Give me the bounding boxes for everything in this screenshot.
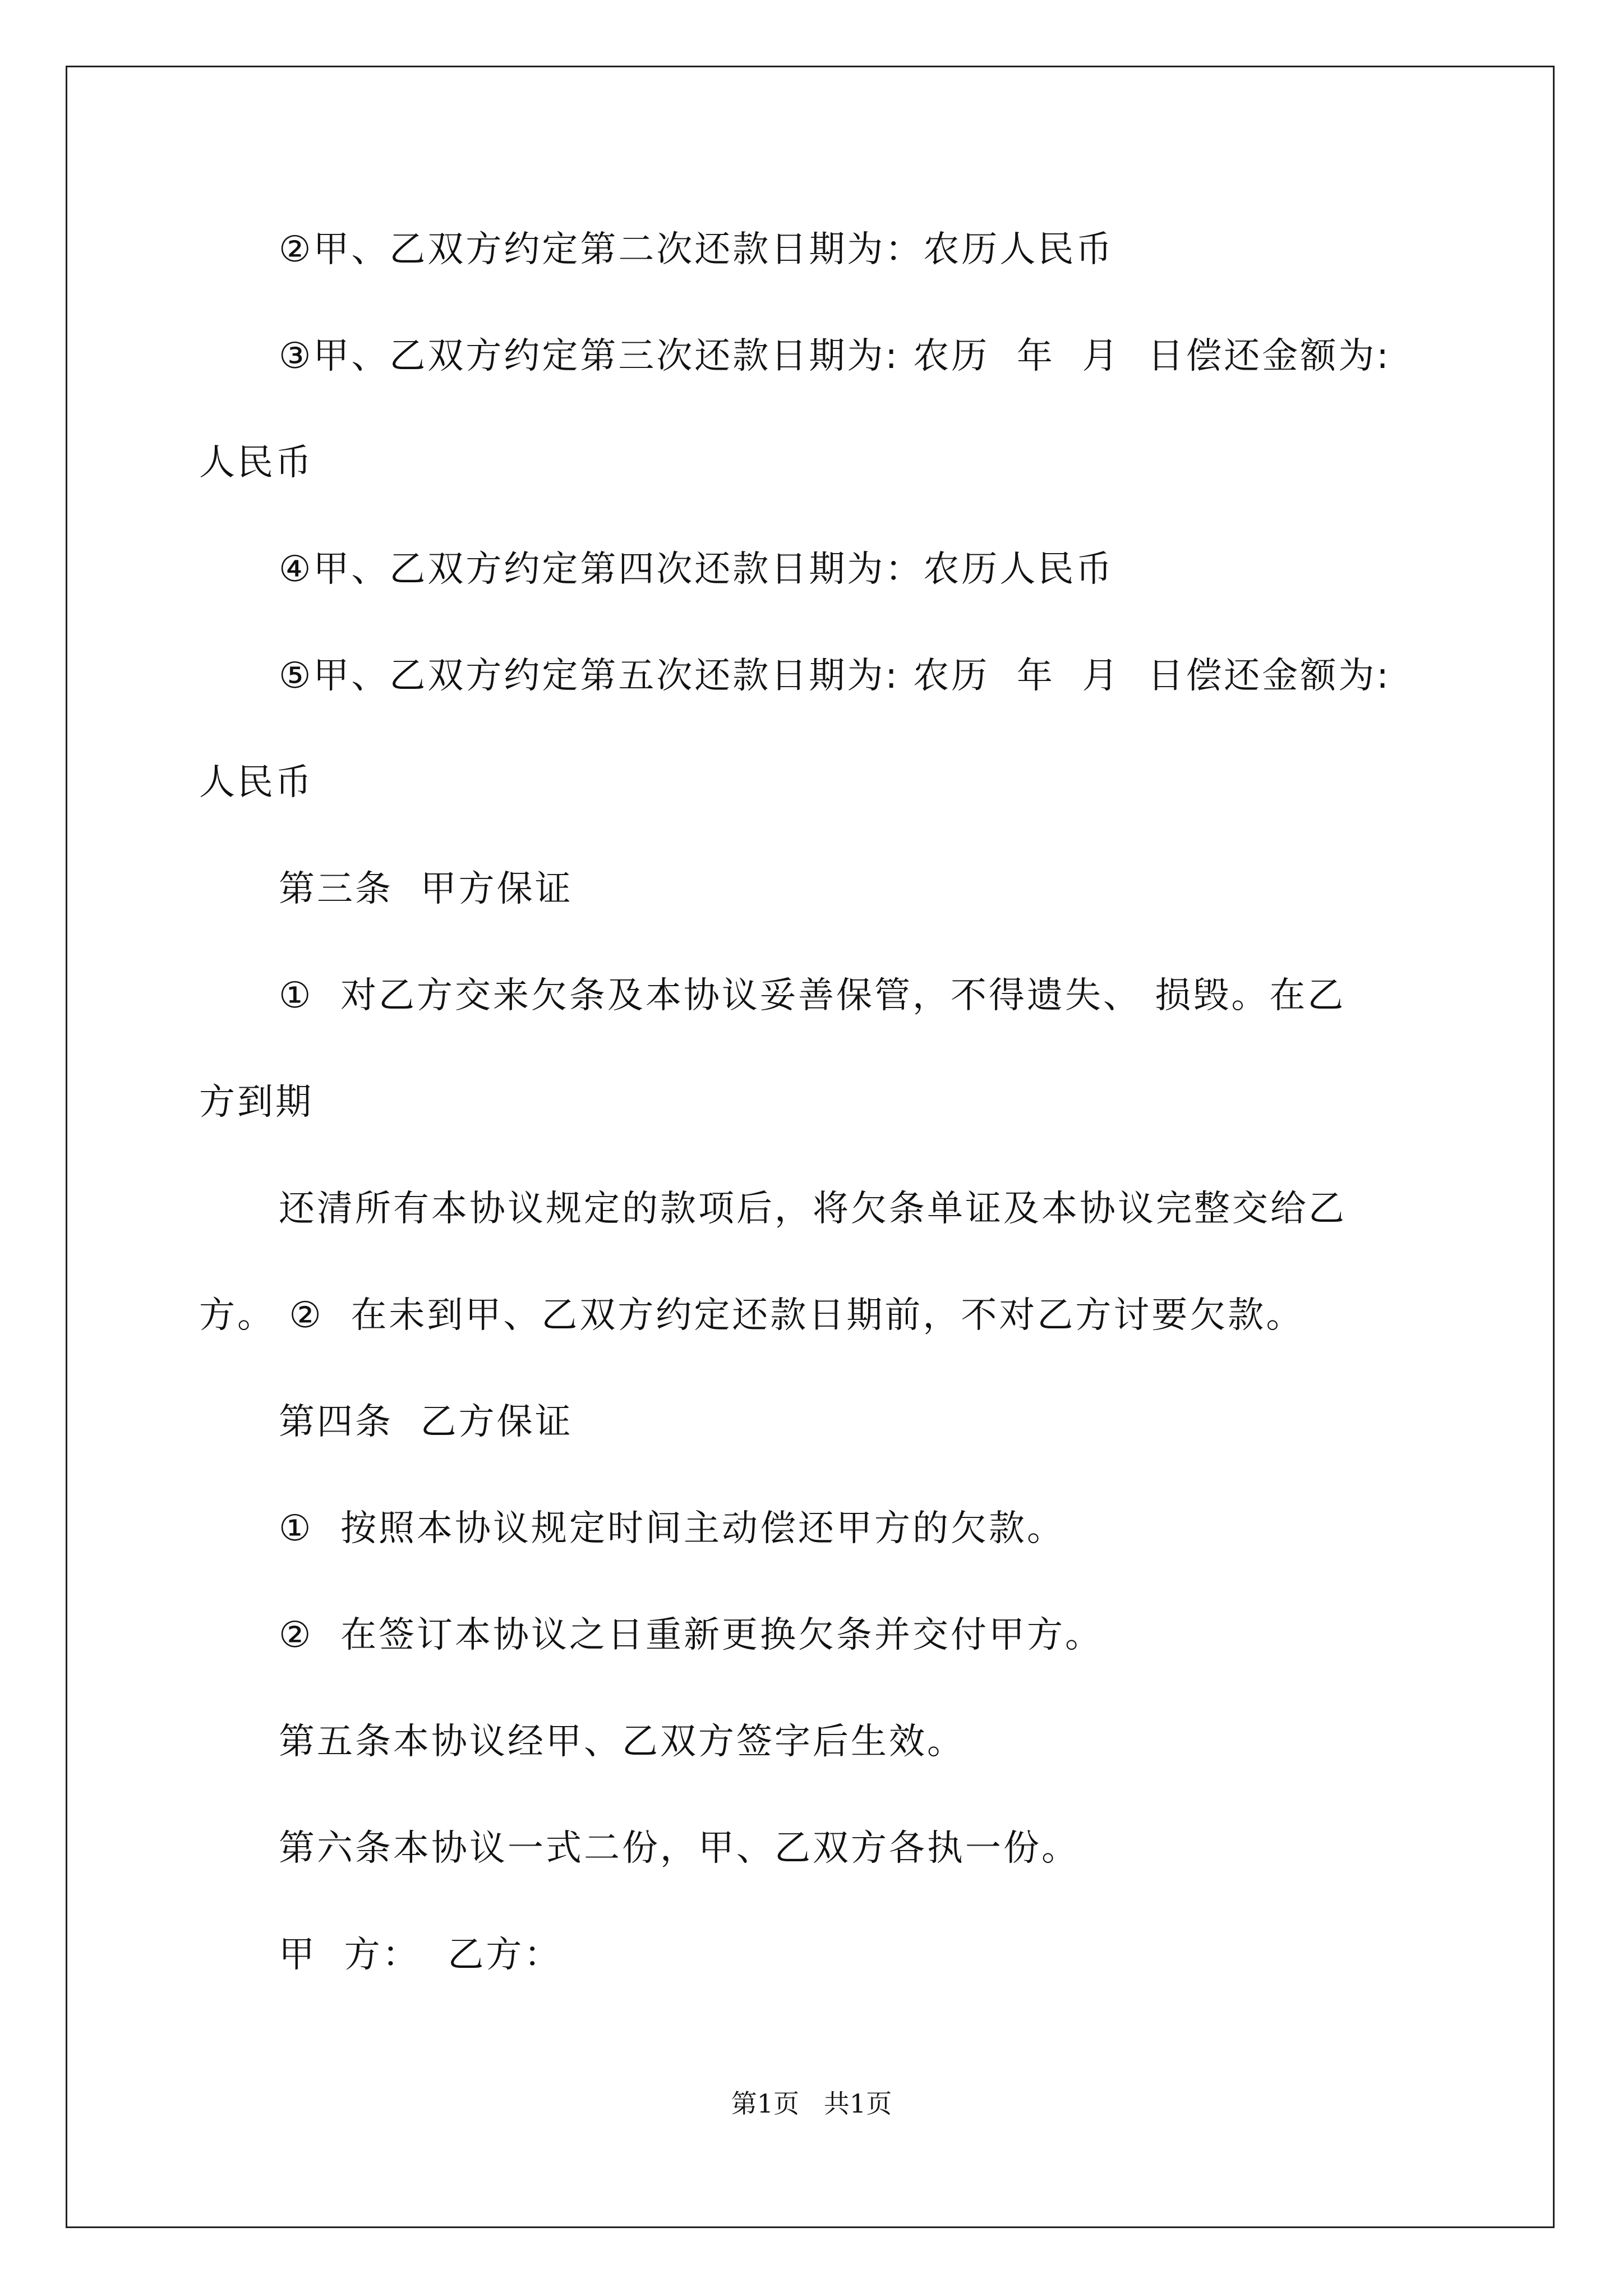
article-6: 第六条本协议一式二份，甲、乙双方各执一份。	[279, 1828, 1080, 1869]
article-4-item-2: ② 在签订本协议之日重新更换欠条并交付甲方。	[279, 1614, 1104, 1656]
article-3-heading: 第三条 甲方保证	[279, 868, 573, 910]
clause-2-repayment-3: ③甲、乙双方约定第三次还款日期为: 农历 年 月 日偿还金额为:	[279, 335, 1391, 377]
page-border	[66, 66, 1555, 2228]
page-footer: 第1页 共1页	[731, 2088, 892, 2119]
article-4-item-1: ① 按照本协议规定时间主动偿还甲方的欠款。	[279, 1508, 1066, 1549]
article-3-paragraph: 还清所有本协议规定的款项后，将欠条单证及本协议完整交给乙	[279, 1188, 1347, 1230]
clause-2-repayment-2: ②甲、乙双方约定第二次还款日期为：农历人民币	[279, 229, 1114, 270]
signature-line: 甲 方： 乙方：	[279, 1934, 562, 1976]
article-3-item-1: ① 对乙方交来欠条及本协议妥善保管，不得遗失、 损毁。在乙	[279, 975, 1346, 1016]
clause-2-repayment-3-cont: 人民币	[199, 442, 313, 484]
clause-2-repayment-5: ⑤甲、乙双方约定第五次还款日期为: 农历 年 月 日偿还金额为:	[279, 655, 1391, 697]
article-3-paragraph-cont: 方。 ② 在未到甲、乙双方约定还款日期前，不对乙方讨要欠款。	[199, 1295, 1304, 1336]
article-5: 第五条本协议经甲、乙双方签字后生效。	[279, 1721, 965, 1763]
article-3-item-1-cont: 方到期	[199, 1082, 313, 1123]
clause-2-repayment-5-cont: 人民币	[199, 762, 313, 803]
clause-2-repayment-4: ④甲、乙双方约定第四次还款日期为：农历人民币	[279, 549, 1114, 590]
article-4-heading: 第四条 乙方保证	[279, 1401, 573, 1443]
